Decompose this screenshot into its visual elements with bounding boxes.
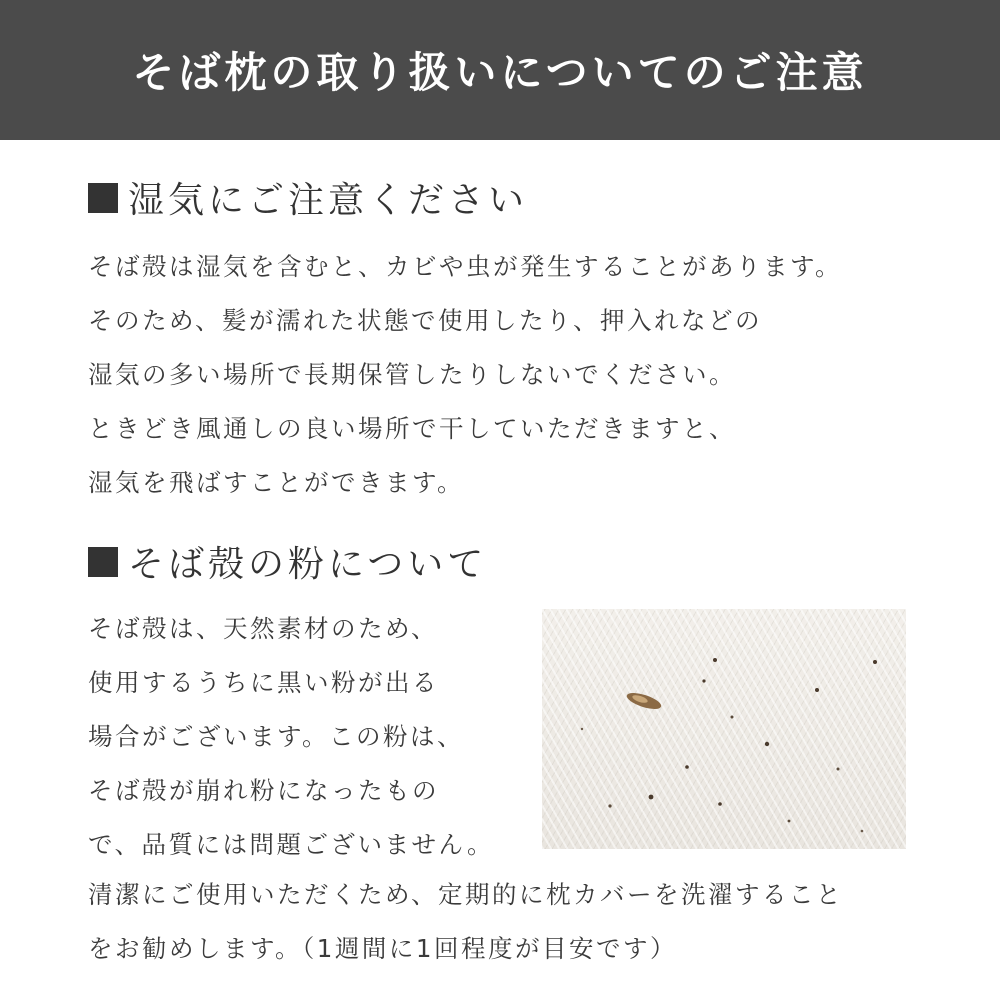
dark-speck: [815, 688, 819, 692]
paragraph-line: 清潔にご使用いただくため、定期的に枕カバーを洗濯すること: [88, 880, 844, 909]
section-heading-powder: [88, 536, 487, 587]
dark-speck: [608, 804, 611, 807]
header-banner: [0, 0, 1000, 140]
paragraph-line: ときどき風通しの良い場所で干していただきますと、: [88, 414, 736, 443]
cleaning-paragraph: [88, 868, 843, 976]
paragraph-line: 場合がございます。この粉は、: [88, 722, 465, 751]
section-heading-text: そば殻の粉について: [128, 544, 488, 585]
moisture-paragraph: [88, 240, 842, 510]
square-bullet-icon: [88, 547, 118, 577]
dark-speck: [685, 765, 689, 769]
dark-speck: [649, 795, 654, 800]
dark-speck: [873, 660, 877, 664]
dark-speck: [837, 768, 840, 771]
section-heading-text: 湿気にご注意ください: [128, 180, 529, 221]
powder-paragraph: [88, 602, 494, 872]
dark-speck: [718, 802, 722, 806]
dark-speck: [765, 742, 769, 746]
paragraph-line: 湿気を飛ばすことができます。: [88, 468, 465, 497]
paragraph-line: そば殻は湿気を含むと、カビや虫が発生することがあります。: [88, 252, 843, 281]
dark-speck: [731, 716, 734, 719]
section-heading-moisture: [88, 172, 528, 223]
paragraph-line: をお勧めします。（1週間に1回程度が目安です）: [88, 934, 677, 963]
dark-speck: [788, 820, 791, 823]
paragraph-line: 使用するうちに黒い粉が出る: [88, 668, 439, 697]
paragraph-line: そのため、髪が濡れた状態で使用したり、押入れなどの: [88, 306, 763, 335]
square-bullet-icon: [88, 183, 118, 213]
fabric-powder-photo: [542, 609, 906, 849]
dark-speck: [581, 728, 583, 730]
fabric-specks-illustration: [542, 609, 906, 849]
paragraph-line: そば殻が崩れ粉になったもの: [88, 776, 439, 805]
paragraph-line: そば殻は、天然素材のため、: [88, 614, 439, 643]
paragraph-line: 湿気の多い場所で長期保管したりしないでください。: [88, 360, 736, 389]
dark-speck: [702, 679, 705, 682]
page-title: そば枕の取り扱いについてのご注意: [132, 48, 868, 97]
paragraph-line: で、品質には問題ございません。: [88, 830, 494, 859]
dark-speck: [713, 658, 717, 662]
dark-speck: [861, 830, 864, 833]
